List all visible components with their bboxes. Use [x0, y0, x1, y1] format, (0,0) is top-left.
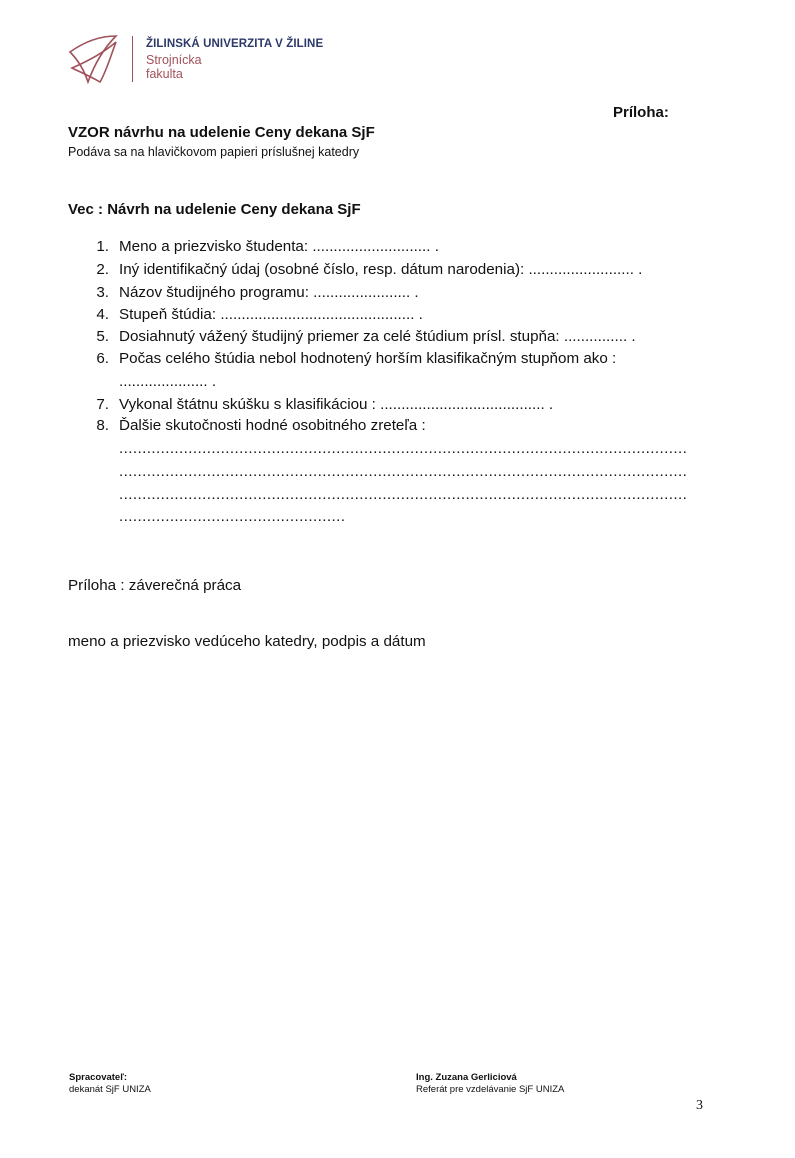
page-number: 3 — [696, 1098, 703, 1113]
list-item-text: Iný identifikačný údaj (osobné číslo, resp. dátum narodenia): ......................... . — [119, 261, 643, 278]
list-item-number: 1. — [96, 238, 109, 255]
list-item-continuation: ..................... . — [119, 373, 217, 390]
list-item-text: Názov študijného programu: ....................... . — [119, 284, 419, 301]
annex-work-line: Príloha : záverečná práca — [68, 577, 242, 594]
signature-line: meno a priezvisko vedúceho katedry, podpis a dátum — [68, 633, 426, 650]
university-name: ŽILINSKÁ UNIVERZITA V ŽILINE — [146, 38, 324, 50]
list-item-number: 5. — [96, 328, 109, 345]
document-title: VZOR návrhu na udelenie Ceny dekana SjF — [68, 124, 375, 141]
list-item-text: Meno a priezvisko študenta: ............................ . — [119, 238, 439, 255]
list-item-text: Stupeň štúdia: .............................................. . — [119, 306, 423, 323]
footer-right-title: Ing. Zuzana Gerliciová — [416, 1072, 517, 1083]
list-item-number: 6. — [96, 350, 109, 367]
list-item-text: Počas celého štúdia nebol hodnotený horším klasifikačným stupňom ako : — [119, 350, 617, 367]
footer-right-sub: Referát pre vzdelávanie SjF UNIZA — [416, 1084, 565, 1095]
list-item-text: Dosiahnutý vážený študijný priemer za celé štúdium prísl. stupňa: ............... . — [119, 328, 636, 345]
university-logo-icon — [66, 32, 120, 86]
faculty-name-line1: Strojnícka — [146, 53, 202, 67]
faculty-name-line2: fakulta — [146, 67, 183, 81]
footer-left — [69, 1072, 151, 1096]
subject-line: Vec : Návrh na udelenie Ceny dekana SjF — [68, 201, 361, 218]
logo-divider — [132, 36, 133, 82]
annex-label: Príloha: — [613, 104, 669, 121]
dotted-fill-line: ........................................................................................................................... — [119, 463, 688, 480]
list-item-number: 8. — [96, 417, 109, 434]
footer-right — [416, 1072, 564, 1096]
dotted-fill-line: ................................................. — [119, 508, 346, 525]
list-item-number: 4. — [96, 306, 109, 323]
list-item-text: Vykonal štátnu skúšku s klasifikáciou : ....................................... . — [119, 396, 554, 413]
footer-left-sub: dekanát SjF UNIZA — [69, 1084, 151, 1095]
document-subtitle: Podáva sa na hlavičkovom papieri príslušnej katedry — [68, 145, 360, 159]
list-item-number: 7. — [96, 396, 109, 413]
list-item-text: Ďalšie skutočnosti hodné osobitného zreteľa : — [119, 417, 426, 434]
dotted-fill-line: ........................................................................................................................... — [119, 486, 688, 503]
dotted-fill-line: ........................................................................................................................... — [119, 440, 688, 457]
list-item-number: 3. — [96, 284, 109, 301]
list-item-number: 2. — [96, 261, 109, 278]
footer-left-title: Spracovateľ: — [69, 1072, 128, 1083]
